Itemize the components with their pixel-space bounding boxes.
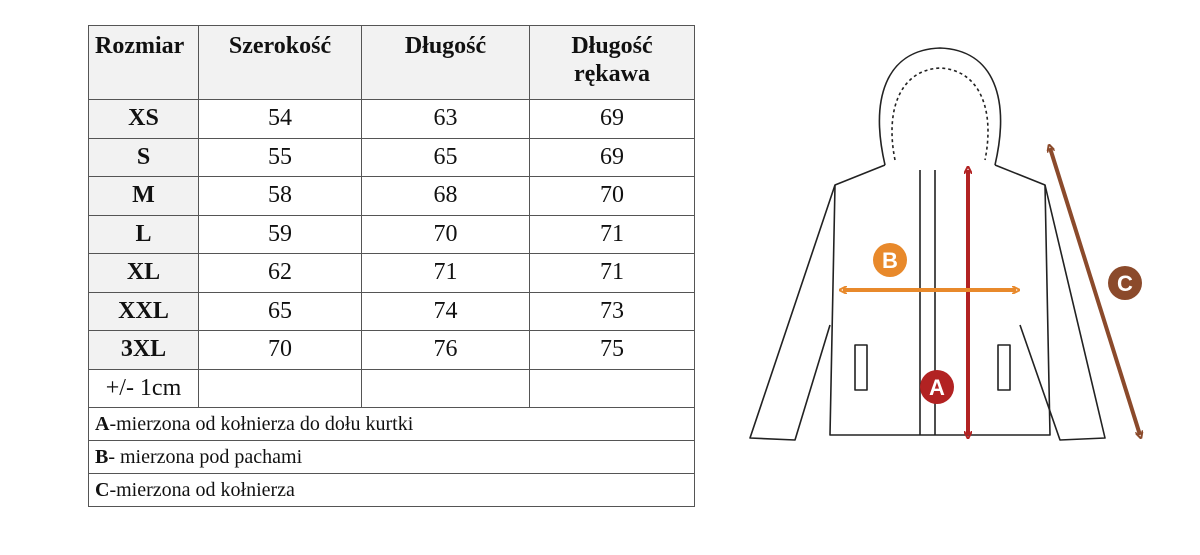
size-cell: 3XL xyxy=(89,331,199,370)
table-row xyxy=(89,292,695,331)
width-cell: 59 xyxy=(199,215,362,254)
note-row-a xyxy=(89,408,695,441)
note-c xyxy=(89,474,695,507)
left-sleeve xyxy=(750,165,885,440)
size-table xyxy=(88,25,695,507)
note-a xyxy=(89,408,695,441)
header-sleeve-length xyxy=(530,26,695,100)
hood-outline xyxy=(880,48,1001,165)
table-row xyxy=(89,215,695,254)
table-header-row xyxy=(89,26,695,100)
sleeve-cell: 71 xyxy=(530,215,695,254)
width-cell: 62 xyxy=(199,254,362,293)
table-row xyxy=(89,138,695,177)
measure-b xyxy=(843,243,1016,290)
note-c-key: C xyxy=(95,478,110,501)
length-cell: 65 xyxy=(362,138,530,177)
length-cell: 63 xyxy=(362,100,530,139)
size-cell: XL xyxy=(89,254,199,293)
header-width: Szerokość xyxy=(199,26,362,100)
header-size: Rozmiar xyxy=(89,26,199,100)
header-sleeve-line2: rękawa xyxy=(574,61,650,87)
header-sleeve-line1: Długość xyxy=(571,33,653,59)
length-cell: 71 xyxy=(362,254,530,293)
note-a-text: -mierzona od kołnierza do dołu kurtki xyxy=(109,412,414,435)
size-cell: XXL xyxy=(89,292,199,331)
right-pocket xyxy=(998,345,1010,390)
table-row xyxy=(89,331,695,370)
empty-cell xyxy=(199,369,362,408)
measure-a xyxy=(920,170,968,435)
note-c-text: -mierzona od kołnierza xyxy=(109,478,295,501)
sleeve-cell: 75 xyxy=(530,331,695,370)
label-b: B xyxy=(882,248,898,273)
length-cell: 76 xyxy=(362,331,530,370)
sleeve-cell: 70 xyxy=(530,177,695,216)
label-a: A xyxy=(929,375,945,400)
note-b xyxy=(89,441,695,474)
sleeve-cell: 71 xyxy=(530,254,695,293)
measure-c xyxy=(1050,148,1142,435)
table-row xyxy=(89,100,695,139)
size-cell: L xyxy=(89,215,199,254)
width-cell: 54 xyxy=(199,100,362,139)
table-row xyxy=(89,177,695,216)
note-b-text: - mierzona pod pachami xyxy=(108,445,303,468)
width-cell: 65 xyxy=(199,292,362,331)
sleeve-cell: 73 xyxy=(530,292,695,331)
label-c: C xyxy=(1117,271,1133,296)
length-cell: 68 xyxy=(362,177,530,216)
tolerance-row xyxy=(89,369,695,408)
note-b-key: B xyxy=(95,445,109,468)
empty-cell xyxy=(530,369,695,408)
empty-cell xyxy=(362,369,530,408)
size-cell: S xyxy=(89,138,199,177)
header-length: Długość xyxy=(362,26,530,100)
note-a-key: A xyxy=(95,412,110,435)
note-row-c xyxy=(89,474,695,507)
width-cell: 58 xyxy=(199,177,362,216)
sleeve-cell: 69 xyxy=(530,100,695,139)
jacket-diagram xyxy=(740,30,1160,450)
left-pocket xyxy=(855,345,867,390)
tolerance-cell: +/- 1cm xyxy=(89,369,199,408)
length-cell: 74 xyxy=(362,292,530,331)
note-row-b xyxy=(89,441,695,474)
hood-inner xyxy=(892,68,988,160)
size-cell: M xyxy=(89,177,199,216)
width-cell: 55 xyxy=(199,138,362,177)
size-cell: XS xyxy=(89,100,199,139)
table-row xyxy=(89,254,695,293)
sleeve-cell: 69 xyxy=(530,138,695,177)
width-cell: 70 xyxy=(199,331,362,370)
length-cell: 70 xyxy=(362,215,530,254)
